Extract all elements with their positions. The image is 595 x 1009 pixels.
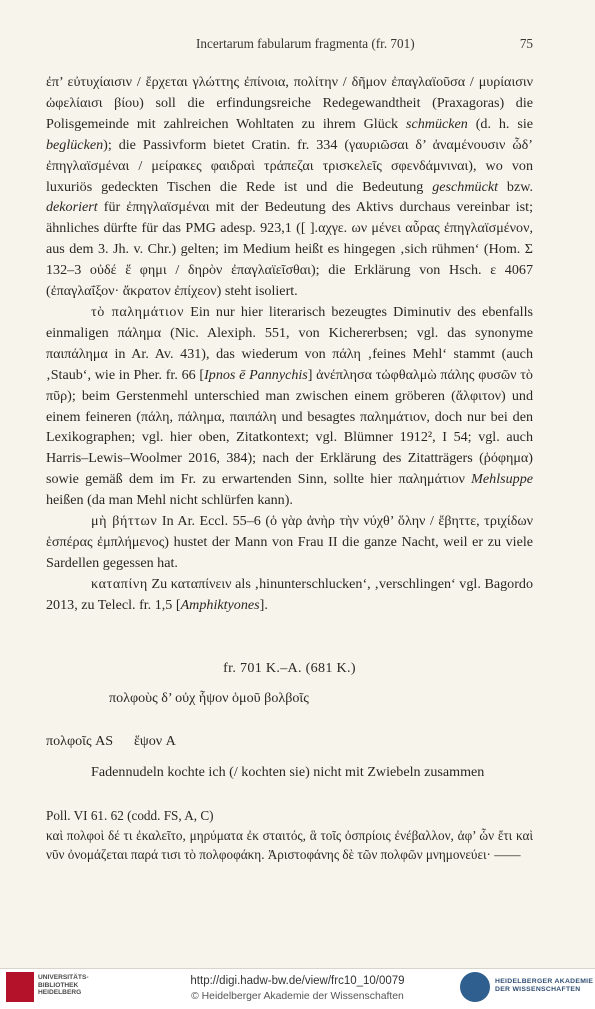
italic-title: Ipnos ē Pannychis — [204, 366, 308, 383]
text-span: (d. h. sie — [467, 115, 534, 132]
text-span: für ἐπηγλαϊσμέναι mit der Bedeutung des Aktivs durchaus vereinbar ist; ähnliches dürfte für das PMG adesp. 923,1 ([ ].αχγε. ων μένει αὖρας ἐπηγλαϊσμένον, aus dem 3. Jh. v. Chr.) gelten; im Medium heißt es hingegen ‚sich rühmen‘ (Hom. Σ 132–3 οὐδέ ἕ φημι / δηρὸν ἐπαγλαϊεῖσθαι); die Erklärung von Hsch. ε 4067 (ἐπαγλαΐξον· ἄκρατον ἐπίχεον) steht isoliert. — [46, 199, 533, 300]
italic-term: Mehlsuppe — [471, 471, 533, 488]
logo-text-line: DER WISSENSCHAFTEN — [495, 986, 581, 993]
apparatus-entry: ἕψον A — [134, 733, 176, 749]
logo-text-line: UNIVERSITÄTS- — [38, 974, 89, 981]
academy-seal-icon[interactable] — [460, 972, 490, 1002]
fragment-heading: fr. 701 K.–A. (681 K.) — [223, 660, 356, 676]
italic-term: geschmückt — [432, 178, 498, 195]
permalink-url[interactable]: http://digi.hadw-bw.de/view/frc10_10/0079 — [190, 975, 405, 987]
text-span: ] ἀνέπλησα τὠφθαλμὼ πάλης φυσῶν τὸ πῦρ); beim Gerstenmehl unterschied man zwischen einem gröberen (ἄλφιτον) und einem feineren (πάλη, πάλημα, παιπάλη und besagtes παλημάτιον, doch nur bei den Lexikographen; vgl. hier oben, Zitatkontext; vgl. Blümner 1912², I 54; vgl. auch Harris–Lewis–Woolmer 2016, 384); nach der Erklärung des Zitatträgers (ῥόφημα) sowie gemäß dem im Fr. zu erwartenden Sinn, sollte hier παλημάτιον — [46, 366, 533, 488]
italic-title: Amphiktyones — [180, 596, 260, 613]
italic-term: dekoriert — [46, 199, 98, 216]
fragment-verse: πολφοὺς δ’ οὐχ ἧψον ὁμοῦ βολβοῖς — [109, 690, 309, 706]
text-span: ἐπ’ εὐτυχίαισιν / ἔρχεται γλώττης ἐπίνοια, πολίτην / δῆμον ἐπαγλαϊοῦσα / μυρίαισιν ὠφελίαισι βίου) soll die erfindungsreiche Redegewandtheit (Praxagoras) die Polisgemeinde mit zahlreichen Wohltaten zu ihrem Glück — [46, 74, 533, 132]
text-span: Ein nur hier literarisch bezeugtes Diminutiv des ebenfalls einmaligen πάλημα (Nic. Alexiph. 551, von Kichererbsen; vgl. das synonyme παιπάλημα in Ar. Av. 431), das wiederum von πάλη ‚feines Mehl‘ stammt (auch ‚Staub‘, wie in Pher. fr. 66 [ — [46, 303, 534, 383]
page-number: 75 — [519, 36, 533, 51]
source-testimony — [46, 806, 533, 865]
logo-text-line: HEIDELBERGER AKADEMIE — [495, 978, 594, 985]
running-title: Incertarum fabularum fragmenta (fr. 701) — [196, 36, 415, 51]
critical-apparatus — [46, 733, 446, 753]
source-text: καὶ πολφοὶ δέ τι ἐκαλεῖτο, μηρύματα ἐκ σταιτός, ἃ τοῖς ὀσπρίοις ἐνέβαλλον, ἀφ’ ὧν ἔτι καὶ νῦν ὀνομάζεται παρά τισι τὸ πολφοφάκη. Ἀριστοφάνης δὲ τῶν πολφῶν μνημονεύει· —— — [46, 827, 533, 862]
lemma: μὴ βήττων — [91, 513, 158, 530]
lemma: τὸ παλημάτιον — [91, 303, 185, 320]
paragraph-bytton — [46, 511, 533, 574]
logo-text-line: BIBLIOTHEK — [38, 981, 79, 989]
italic-term: beglücken — [46, 136, 104, 153]
academy-label[interactable] — [495, 978, 593, 994]
copyright-notice: © Heidelberger Akademie der Wissenschaften — [191, 991, 404, 1002]
fragment-translation: Fadennudeln kochte ich (/ kochten sie) nicht mit Zwiebeln zusammen — [91, 764, 485, 780]
text-span: ); die Passivform bietet Cratin. fr. 334 (γαυριῶσαι δ’ ἀναμένουσιν ὧδ’ ἐπηγλαϊσμέναι / μείρακες φαιδραὶ τράπεζαι τρισκελεῖς σφενδάμνιναι), wo von luxuriös gedeckten Tischen die Rede ist und die Bedeutung — [46, 136, 533, 195]
text-span: heißen (da man Mehl nicht schlürfen kann). — [46, 492, 293, 509]
text-span: ]. — [259, 596, 268, 613]
italic-term: schmücken — [405, 115, 468, 132]
logo-text-line: HEIDELBERG — [38, 989, 82, 997]
paragraph-epaglaiousa — [46, 72, 533, 302]
commentary-body — [46, 72, 533, 616]
source-reference: Poll. VI 61. 62 (codd. FS, A, C) — [46, 808, 214, 823]
text-span: In Ar. Eccl. 55–6 (ὁ γὰρ ἀνὴρ τὴν νύχθ’ ὅλην / ἔβηττε, τριχίδων ἑσπέρας ἐμπλήμενος) hustet der Mann von Frau II die ganze Nacht, weil er zu viele Sardellen gegessen hat. — [46, 513, 533, 571]
paragraph-palemation — [46, 302, 533, 511]
text-span: Zu καταπίνειν als ‚hinunterschlucken‘, ‚verschlingen‘ vgl. Bagordo 2013, zu Telecl. fr. 1,5 [ — [46, 575, 533, 613]
paragraph-katapine — [46, 574, 533, 616]
apparatus-entry: πολφοῖς AS — [46, 733, 114, 749]
text-span: bzw. — [498, 178, 533, 195]
running-header — [46, 36, 533, 54]
lemma: καταπίνη — [91, 575, 148, 592]
